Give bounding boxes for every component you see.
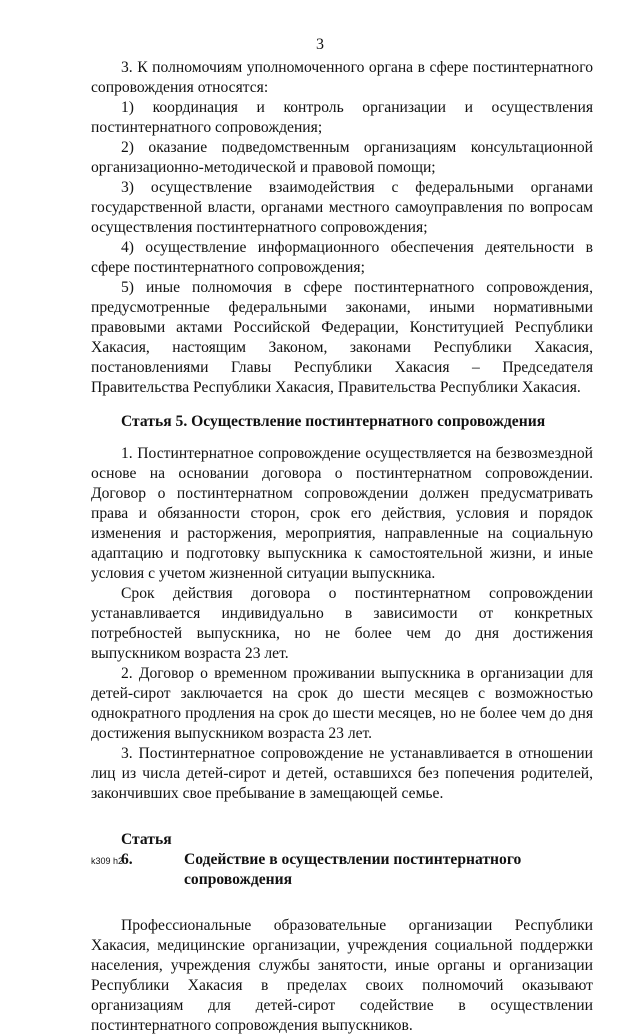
article-5-paragraph-3: 2. Договор о временном проживании выпускника в организации для детей-сирот заключается на срок до шести месяцев с возможностью однократного продления на срок до шести месяцев, но не более чем до дня достижения выпускником возраста 23 лет.	[91, 665, 593, 742]
article-6	[91, 830, 593, 1036]
article-5-paragraph-1: 1. Постинтернатное сопровождение осуществляется на безвозмездной основе на основании договора о постинтернатном сопровождении. Договор о постинтернатном сопровождении должен предусматривать права и обязанности сторон, срок его действия, условия и порядок изменения и расторжения, мероприятия, направленные на социальную адаптацию и подготовку выпускника к самостоятельной жизни, и иные условия с учетом жизненной ситуации выпускника.	[91, 445, 593, 582]
article-6-heading	[91, 830, 593, 890]
intro-item-1: 1) координация и контроль организации и осуществления постинтернатного сопровождения;	[91, 99, 593, 136]
intro-item-5: 5) иные полномочия в сфере постинтернатного сопровождения, предусмотренные федеральными законами, иными нормативными правовыми актами Российской Федерации, Конституцией Республики Хакасия, настоящим Законом, законами Республики Хакасия, постановлениями Главы Республики Хакасия – Председателя Правительства Республики Хакасия, Правительства Республики Хакасия.	[91, 279, 593, 396]
page-number: 3	[316, 36, 324, 53]
article-6-paragraph: Профессиональные образовательные организации Республики Хакасия, медицинские организации, учреждения социальной поддержки населения, учреждения службы занятости, иные органы и организации Республики Хакасия в пределах своих полномочий оказывают организациям для детей-сирот содействие в осуществлении постинтернатного сопровождения выпускников.	[91, 917, 593, 1034]
intro-lead: 3. К полномочиям уполномоченного органа в сфере постинтернатного сопровождения относятся:	[91, 59, 593, 96]
article-5-paragraph-2: Срок действия договора о постинтернатном сопровождении устанавливается индивидуально в зависимости от конкретных потребностей выпускника, но не более чем до дня достижения выпускником возраста 23 лет.	[91, 585, 593, 662]
article-6-title-line-2: сопровождения	[184, 871, 293, 888]
intro-item-3: 3) осуществление взаимодействия с федеральными органами государственной власти, органами местного самоуправления по вопросам осуществления постинтернатного сопровождения;	[91, 179, 593, 236]
article-5-heading: Статья 5. Осуществление постинтернатного сопровождения	[121, 413, 546, 430]
intro-item-4: 4) осуществление информационного обеспечения деятельности в сфере постинтернатного сопровождения;	[91, 239, 593, 276]
document-code: k309 h2	[91, 856, 124, 866]
intro-item-2: 2) оказание подведомственным организациям консультационной организационно-методической и правовой помощи;	[91, 139, 593, 176]
document-body	[91, 58, 593, 1036]
intro-section	[91, 58, 593, 398]
article-6-number: Статья 6.	[121, 831, 172, 868]
article-5	[91, 412, 593, 804]
article-6-title-line-1: Содействие в осуществлении постинтернатного	[184, 851, 522, 868]
article-5-paragraph-4: 3. Постинтернатное сопровождение не устанавливается в отношении лиц из числа детей-сирот и детей, оставшихся без попечения родителей, закончивших свое пребывание в замещающей семье.	[91, 745, 593, 802]
